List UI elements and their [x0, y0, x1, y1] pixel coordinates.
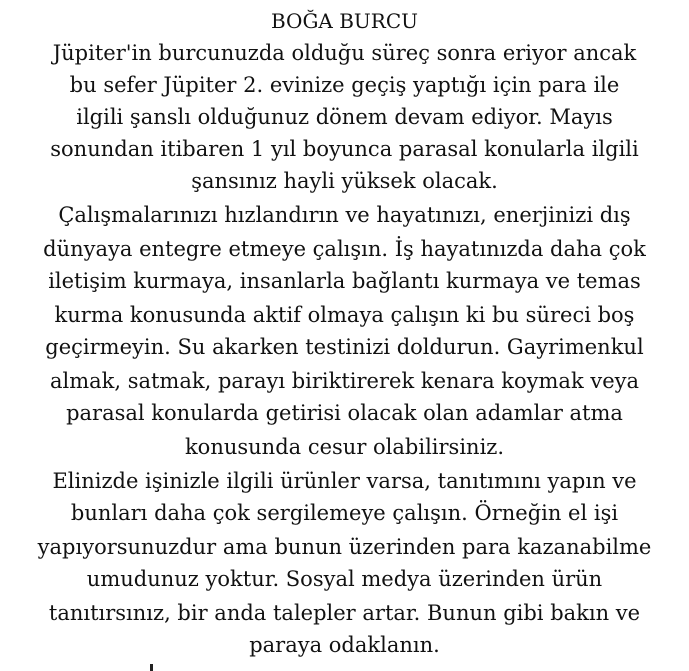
text-line: Çalışmalarınızı hızlandırın ve hayatınızı, enerjinizi dış	[58, 203, 631, 227]
text-line: tanıtırsınız, bir anda talepler artar. Bunun gibi bakın ve	[48, 601, 641, 625]
text-line: almak, satmak, parayı biriktirerek kenara koymak veya	[49, 369, 640, 393]
text-line: bu sefer Jüpiter 2. evinize geçiş yaptığı için para ile	[69, 73, 620, 97]
text-line: umudunuz yoktur. Sosyal medya üzerinden ürün	[86, 567, 603, 591]
page-title: BOĞA BURCU	[270, 9, 418, 33]
stray-mark	[150, 664, 153, 671]
text-line: sonundan itibaren 1 yıl boyunca parasal konularla ilgili	[50, 137, 639, 161]
text-line: konusunda cesur olabilirsiniz.	[184, 435, 505, 459]
text-line: parasal konularda getirisi olacak olan adamlar atma	[66, 401, 623, 425]
text-line: iletişim kurmaya, insanlarla bağlantı kurmaya ve temas	[48, 269, 641, 293]
text-line: geçirmeyin. Su akarken testinizi doldurun. Gayrimenkul	[45, 335, 644, 359]
text-line: ilgili şanslı olduğunuz dönem devam ediyor. Mayıs	[76, 105, 613, 129]
text-line: yapıyorsunuzdur ama bunun üzerinden para kazanabilme	[37, 535, 652, 559]
text-line: Elinizde işinizle ilgili ürünler varsa, tanıtımını yapın ve	[52, 469, 637, 493]
text-line: bunları daha çok sergilemeye çalışın. Örneğin el işi	[70, 501, 619, 525]
text-line: paraya odaklanın.	[249, 633, 440, 657]
text-line: Jüpiter'in burcunuzda olduğu süreç sonra eriyor ancak	[52, 41, 637, 65]
text-line: şansınız hayli yüksek olacak.	[191, 169, 498, 193]
text-line: kurma konusunda aktif olmaya çalışın ki bu süreci boş	[54, 303, 635, 327]
text-line: dünyaya entegre etmeye çalışın. İş hayatınızda daha çok	[43, 237, 646, 261]
